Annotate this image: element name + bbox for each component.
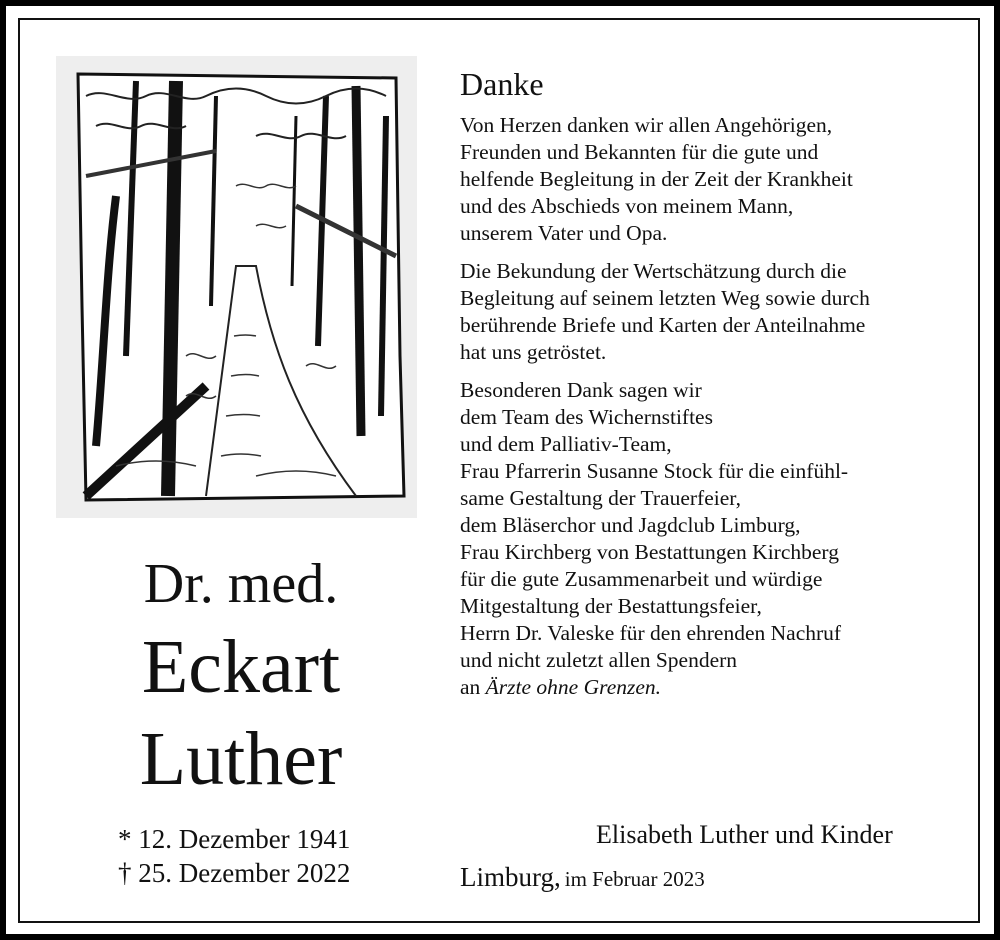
deceased-last-name: Luther [139, 717, 343, 801]
text-line: und dem Palliativ-Team, [460, 432, 672, 456]
text-line: Mitgestaltung der Bestattungsfeier, [460, 594, 762, 618]
text-line: berührende Briefe und Karten der Anteilnahme [460, 313, 866, 337]
last-line-prefix: an [460, 675, 486, 699]
birth-date: 12. Dezember 1941 [138, 824, 351, 854]
death-date: 25. Dezember 2022 [138, 858, 351, 888]
text-line: für die gute Zusammenarbeit und würdige [460, 567, 823, 591]
text-line: dem Team des Wichernstiftes [460, 405, 713, 429]
place-and-date [460, 862, 705, 893]
organization-name: Ärzte ohne Grenzen. [485, 675, 662, 699]
paragraph-1 [460, 112, 970, 247]
notice-sheet [6, 6, 994, 934]
paragraph-2 [460, 258, 970, 366]
text-line: Frau Pfarrerin Susanne Stock für die einfühl- [460, 459, 849, 483]
birth-date-line [118, 822, 350, 856]
text-line-last [460, 674, 970, 701]
thanks-heading: Danke [460, 66, 544, 102]
life-dates [118, 822, 350, 890]
text-line: unserem Vater und Opa. [460, 221, 668, 245]
thanks-text-column [460, 64, 970, 712]
text-line: Besonderen Dank sagen wir [460, 378, 702, 402]
text-line: Freunden und Bekannten für die gute und [460, 140, 819, 164]
deceased-first-name: Eckart [141, 625, 341, 709]
text-line: Die Bekundung der Wertschätzung durch die [460, 259, 847, 283]
death-symbol: † [118, 858, 132, 888]
signature: Elisabeth Luther und Kinder [596, 820, 893, 849]
notice-date: im Februar 2023 [564, 867, 705, 891]
text-line: same Gestaltung der Trauerfeier, [460, 486, 741, 510]
text-line: dem Bläserchor und Jagdclub Limburg, [460, 513, 801, 537]
text-line: und des Abschieds von meinem Mann, [460, 194, 794, 218]
text-line: Von Herzen danken wir allen Angehörigen, [460, 113, 833, 137]
text-line: helfende Begleitung in der Zeit der Krankheit [460, 167, 853, 191]
forest-path-illustration [56, 56, 417, 518]
death-date-line [118, 856, 350, 890]
text-line: und nicht zuletzt allen Spendern [460, 648, 738, 672]
deceased-title: Dr. med. [143, 553, 339, 615]
text-line: Begleitung auf seinem letzten Weg sowie durch [460, 286, 870, 310]
text-line: Frau Kirchberg von Bestattungen Kirchberg [460, 540, 839, 564]
place-name: Limburg, [460, 862, 561, 892]
text-line: Herrn Dr. Valeske für den ehrenden Nachruf [460, 621, 842, 645]
birth-symbol: * [118, 824, 132, 854]
paragraph-3 [460, 377, 970, 701]
text-line: hat uns getröstet. [460, 340, 607, 364]
